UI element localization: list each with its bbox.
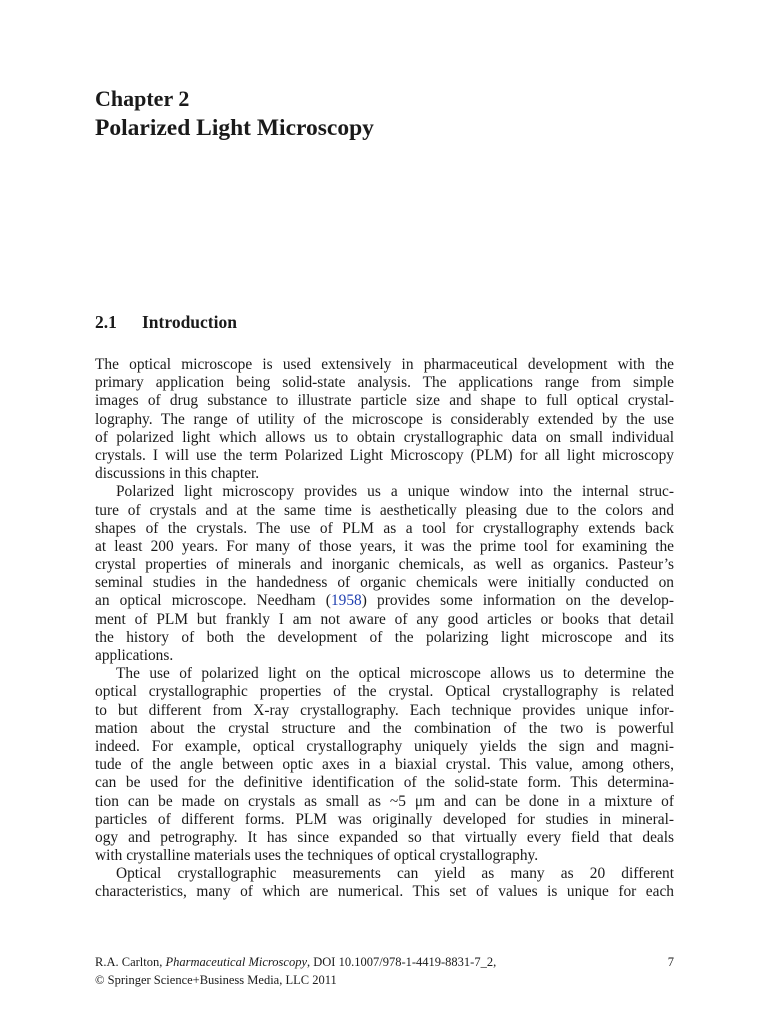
text-line: crystals. I will use the term Polarized Light Microscopy (PLM) for all light microscopy <box>95 446 674 464</box>
text-line: indeed. For example, optical crystallography uniquely yields the sign and magni- <box>95 737 674 755</box>
text-line: tion can be made on crystals as small as ~5 μm and can be done in a mixture of <box>95 792 674 810</box>
text-line: Optical crystallographic measurements can yield as many as 20 different <box>116 865 674 883</box>
text-line: images of drug substance to illustrate particle size and shape to full optical crystal- <box>95 392 674 410</box>
section-heading <box>95 310 237 334</box>
text-fragment: ) provides some information on the develop- <box>361 592 674 610</box>
paragraph-3 <box>95 665 674 865</box>
paragraph-1 <box>95 356 674 483</box>
citation-link[interactable]: 1958 <box>330 592 362 610</box>
text-line: mation about the crystal structure and the combination of the two is powerful <box>95 719 674 737</box>
page-number: 7 <box>667 955 674 969</box>
text-line: crystal properties of minerals and inorganic chemicals, as well as organics. Pasteur’s <box>95 556 674 574</box>
chapter-label: Chapter 2 <box>95 86 190 111</box>
text-line: to but different from X-ray crystallography. Each technique provides unique infor- <box>95 701 674 719</box>
text-line: the history of both the development of the polarizing light microscope and its <box>95 628 674 646</box>
body-text <box>95 356 674 902</box>
text-line: with crystalline materials uses the techniques of optical crystallography. <box>95 847 539 865</box>
text-line: particles of different forms. PLM was originally developed for studies in mineral- <box>95 810 674 828</box>
footer-doi: , DOI 10.1007/978-1-4419-8831-7_2, <box>307 955 497 969</box>
section-title: Introduction <box>142 312 237 332</box>
text-line: Polarized light microscopy provides us a unique window into the internal struc- <box>116 483 674 501</box>
text-line: can be used for the definitive identification of the solid-state form. This determina- <box>95 774 674 792</box>
section-number: 2.1 <box>95 312 117 332</box>
text-line: ment of PLM but frankly I am not aware of any good articles or books that detail <box>95 610 674 628</box>
text-line: ogy and petrography. It has since expanded so that virtually every field that deals <box>95 828 674 846</box>
text-line: shapes of the crystals. The use of PLM as a tool for crystallography extends back <box>95 519 674 537</box>
text-fragment: an optical microscope. Needham ( <box>95 592 331 610</box>
footer-author: R.A. Carlton, <box>95 955 166 969</box>
text-line: tude of the angle between optic axes in a biaxial crystal. This value, among others, <box>95 756 674 774</box>
text-line: ture of crystals and at the same time is aesthetically pleasing due to the colors and <box>95 501 674 519</box>
paragraph-2 <box>95 483 674 665</box>
footer-book-title: Pharmaceutical Microscopy <box>165 955 307 969</box>
footer-copyright: © Springer Science+Business Media, LLC 2011 <box>95 973 337 987</box>
page-footer <box>95 953 674 989</box>
text-line: The use of polarized light on the optical microscope allows us to determine the <box>116 665 674 683</box>
text-line <box>95 592 674 610</box>
text-line: characteristics, many of which are numerical. This set of values is unique for each <box>95 883 674 901</box>
text-line: The optical microscope is used extensively in pharmaceutical development with the <box>95 356 674 373</box>
text-line: seminal studies in the handedness of organic chemicals were initially conducted on <box>95 574 674 592</box>
paragraph-4 <box>95 865 674 901</box>
text-line: of polarized light which allows us to obtain crystallographic data on small individual <box>95 428 674 446</box>
text-line: at least 200 years. For many of those years, it was the prime tool for examining the <box>95 537 674 555</box>
footer-citation-row <box>95 953 674 971</box>
text-line: discussions in this chapter. <box>95 465 260 483</box>
text-line: optical crystallographic properties of the crystal. Optical crystallography is related <box>95 683 674 701</box>
footer-citation <box>95 953 496 971</box>
text-line: applications. <box>95 647 174 664</box>
chapter-title: Polarized Light Microscopy <box>95 115 374 141</box>
text-line: primary application being solid-state analysis. The applications range from simple <box>95 374 674 392</box>
text-line: lography. The range of utility of the microscope is considerably extended by the use <box>95 410 674 428</box>
